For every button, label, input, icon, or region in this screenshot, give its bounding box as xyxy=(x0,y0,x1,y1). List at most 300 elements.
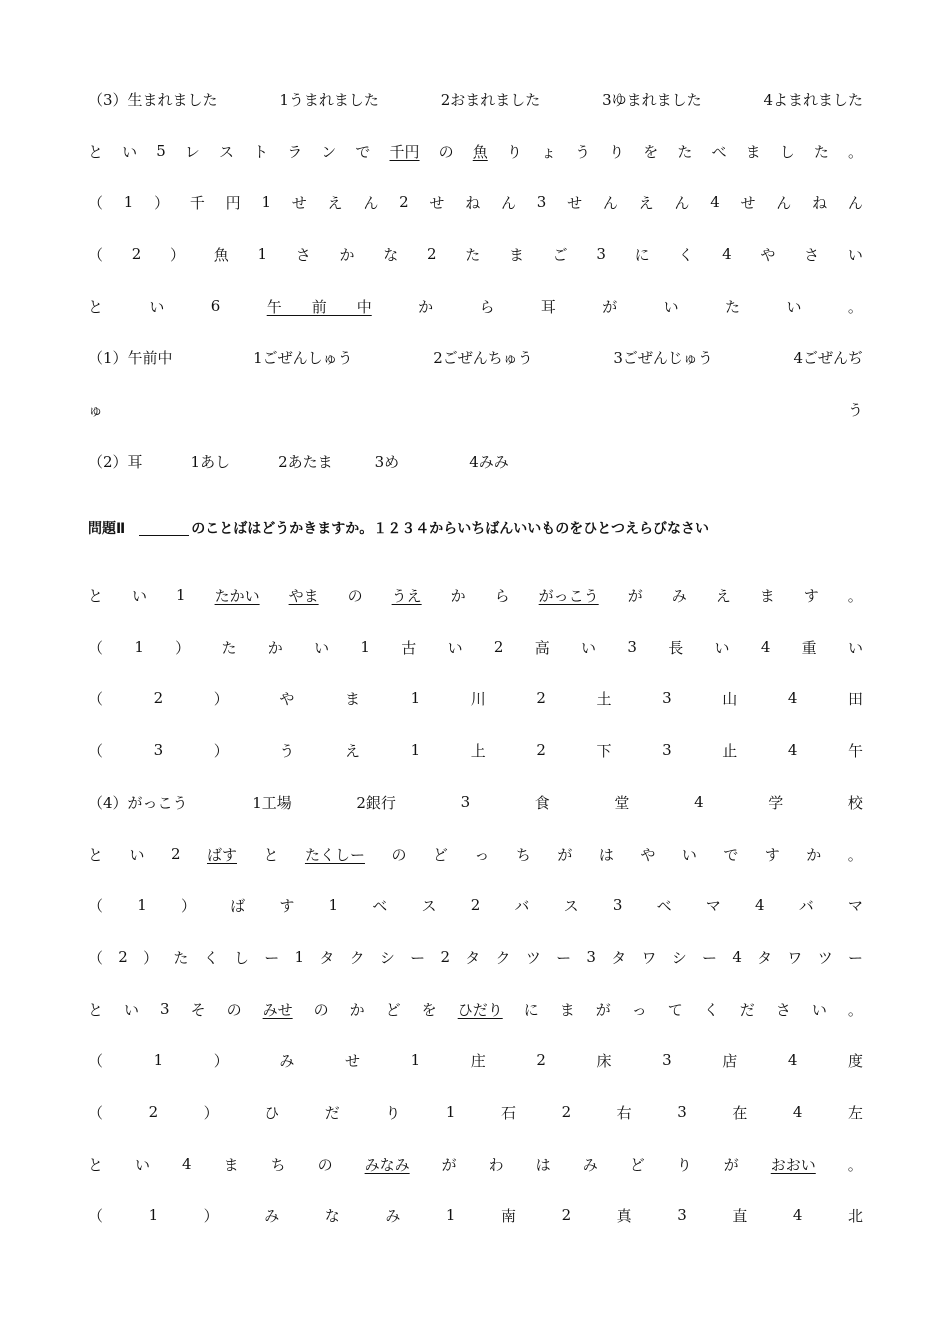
text-token: ま xyxy=(559,1000,575,1019)
text-line xyxy=(88,242,863,266)
text-token: 2 xyxy=(440,948,450,966)
underlined-word: うえ xyxy=(391,586,422,605)
text-line xyxy=(88,345,863,369)
underlined-word: みせ xyxy=(262,1000,293,1019)
text-token: で xyxy=(355,142,371,161)
text-token: ラ xyxy=(287,142,303,161)
text-token: 1 xyxy=(328,896,339,914)
text-token: 4みみ xyxy=(469,452,509,471)
text-token: バ xyxy=(514,896,530,915)
text-token: ） xyxy=(175,638,191,657)
text-token: か xyxy=(349,1000,365,1019)
text-token: 1 xyxy=(137,896,147,914)
text-line xyxy=(88,190,863,214)
text-token: う xyxy=(279,741,295,760)
text-token: 3 xyxy=(662,1051,672,1069)
text-token: 高 xyxy=(534,638,550,657)
text-token: の xyxy=(313,1000,329,1019)
text-token: 。 xyxy=(847,1155,863,1174)
text-token: が xyxy=(723,1155,739,1174)
text-token: 田 xyxy=(847,689,863,708)
text-token: 2 xyxy=(118,948,128,966)
text-token: ら xyxy=(479,297,495,316)
text-token: 2あたま xyxy=(278,452,333,471)
text-token: 1ごぜんしゅう xyxy=(253,348,353,367)
text-token: （ xyxy=(88,741,104,760)
text-token: 1 xyxy=(148,1206,159,1224)
text-token: ー xyxy=(702,948,718,967)
text-token: べ xyxy=(711,142,727,161)
text-token: が xyxy=(557,845,573,864)
text-line xyxy=(88,893,863,917)
text-token: 1 xyxy=(445,1103,456,1121)
text-token: わ xyxy=(488,1155,504,1174)
text-token: 3 xyxy=(596,245,606,263)
text-token: た xyxy=(173,948,189,967)
text-token: い xyxy=(811,1000,827,1019)
text-token: ん xyxy=(776,193,792,212)
text-token: 2 xyxy=(470,896,481,914)
text-token: か xyxy=(339,245,355,264)
text-token: マ xyxy=(705,896,721,915)
text-token: 4ごぜんぢ xyxy=(793,348,863,367)
text-token: （ xyxy=(88,1103,104,1122)
text-token: の xyxy=(226,1000,242,1019)
text-line xyxy=(88,635,863,659)
text-token: 5 xyxy=(156,142,166,160)
text-token: （4）がっこう xyxy=(88,793,188,812)
text-token: 1うまれました xyxy=(279,90,379,109)
text-token: 1 xyxy=(176,586,186,604)
text-token: り xyxy=(385,1103,401,1122)
text-token: い xyxy=(135,1155,151,1174)
text-token: ね xyxy=(812,193,828,212)
text-token: ん xyxy=(847,193,863,212)
text-token: と xyxy=(88,845,104,864)
text-token: ひ xyxy=(264,1103,280,1122)
text-token: ） xyxy=(203,1206,219,1225)
text-token: 。 xyxy=(847,1000,863,1019)
text-token: 3ごぜんじゅう xyxy=(613,348,713,367)
text-token: 3 xyxy=(662,741,672,759)
text-token: 4 xyxy=(754,896,765,914)
text-token: い xyxy=(847,638,863,657)
text-token: 耳 xyxy=(540,297,556,316)
text-token: 2 xyxy=(153,689,164,707)
text-token: ク xyxy=(495,948,511,967)
text-token: 食 xyxy=(534,793,550,812)
text-token: い xyxy=(786,297,802,316)
text-token: （2）耳 xyxy=(88,452,143,471)
text-token: く xyxy=(203,948,219,967)
text-token: 学 xyxy=(768,793,784,812)
text-token: 止 xyxy=(722,741,738,760)
text-token: う xyxy=(575,142,591,161)
text-line xyxy=(88,397,863,421)
text-token: ま xyxy=(223,1155,239,1174)
text-token: タ xyxy=(611,948,627,967)
text-token: 4 xyxy=(732,948,742,966)
text-token: ス xyxy=(218,142,234,161)
text-token: ン xyxy=(321,142,337,161)
text-token: ー xyxy=(410,948,426,967)
text-token: ん xyxy=(500,193,516,212)
text-token: な xyxy=(324,1206,340,1225)
text-token: （ xyxy=(88,948,104,967)
text-token: さ xyxy=(295,245,311,264)
text-token: 1 xyxy=(153,1051,164,1069)
text-token: （ xyxy=(88,245,104,264)
text-token: 3 xyxy=(677,1206,687,1224)
text-token: ょ xyxy=(540,142,556,161)
text-line xyxy=(88,583,863,607)
text-token: を xyxy=(421,1000,437,1019)
text-token: 度 xyxy=(847,1051,863,1070)
text-token: 1 xyxy=(445,1206,456,1224)
text-token: み xyxy=(264,1206,280,1225)
text-token: か xyxy=(806,845,822,864)
text-token: 3 xyxy=(677,1103,687,1121)
text-token: く xyxy=(678,245,694,264)
text-token: 4 xyxy=(694,793,704,811)
text-token: 堂 xyxy=(614,793,630,812)
text-token: 2おまれました xyxy=(440,90,541,109)
text-token: え xyxy=(715,586,731,605)
text-token: 2 xyxy=(399,193,409,211)
text-token: い xyxy=(447,638,463,657)
text-token: ） xyxy=(154,193,170,212)
text-token: せ xyxy=(291,193,307,212)
text-token: 2銀行 xyxy=(356,793,396,812)
text-token: み xyxy=(279,1051,295,1070)
text-token: 千 xyxy=(189,193,205,212)
text-token: 3 xyxy=(153,741,164,759)
text-token: ん xyxy=(602,193,618,212)
text-token: ベ xyxy=(656,896,672,915)
text-token: を xyxy=(643,142,659,161)
text-token: 円 xyxy=(225,193,241,212)
text-token: ち xyxy=(515,845,531,864)
text-line xyxy=(88,1100,863,1124)
text-token: い xyxy=(132,586,148,605)
text-token: ） xyxy=(213,741,229,760)
text-token: ク xyxy=(349,948,365,967)
text-token: と xyxy=(88,142,104,161)
text-token: 店 xyxy=(722,1051,738,1070)
text-token: 1あし xyxy=(190,452,231,471)
text-token: 山 xyxy=(722,689,738,708)
text-token: っ xyxy=(631,1000,647,1019)
text-token: か xyxy=(418,297,434,316)
text-token: く xyxy=(703,1000,719,1019)
text-token: 1 xyxy=(294,948,305,966)
underlined-word: がっこう xyxy=(538,586,599,605)
text-line xyxy=(88,842,863,866)
text-token: 右 xyxy=(616,1103,632,1122)
text-token: 床 xyxy=(596,1051,612,1070)
text-token: ス xyxy=(421,896,437,915)
text-token: た xyxy=(465,245,481,264)
text-token: ト xyxy=(253,142,269,161)
text-token: 左 xyxy=(847,1103,863,1122)
text-token: ） xyxy=(143,948,159,967)
text-token: タ xyxy=(465,948,481,967)
text-token: ち xyxy=(270,1155,286,1174)
text-token: ツ xyxy=(817,948,833,967)
text-token: ま xyxy=(508,245,524,264)
text-token: 午 xyxy=(847,741,863,760)
text-token: 2 xyxy=(493,638,504,656)
text-token: ツ xyxy=(525,948,541,967)
text-token: 在 xyxy=(732,1103,748,1122)
text-token: ご xyxy=(552,245,568,264)
text-token: 校 xyxy=(847,793,863,812)
text-token: が xyxy=(595,1000,611,1019)
text-token: ば xyxy=(230,896,246,915)
text-token: ワ xyxy=(641,948,657,967)
text-token: か xyxy=(267,638,283,657)
underlined-word: ひだり xyxy=(457,1000,503,1019)
text-token: （ xyxy=(88,1206,104,1225)
text-token: （ xyxy=(88,193,104,212)
text-token: ん xyxy=(363,193,379,212)
text-token: ベ xyxy=(372,896,388,915)
text-token: た xyxy=(221,638,237,657)
text-token: え xyxy=(638,193,654,212)
text-token: な xyxy=(383,245,399,264)
text-token: が xyxy=(602,297,618,316)
heading-text: のことばはどうかきますか。１２３４からいちばんいいものをひとつえらびなさい xyxy=(191,521,709,537)
text-token: み xyxy=(671,586,687,605)
text-token: や xyxy=(640,845,656,864)
text-token: の xyxy=(438,142,454,161)
text-token: た xyxy=(725,297,741,316)
text-token: ら xyxy=(494,586,510,605)
text-token: 2 xyxy=(426,245,437,263)
text-token: 。 xyxy=(847,845,863,864)
text-line xyxy=(88,997,863,1021)
text-token: 北 xyxy=(847,1206,863,1225)
text-token: と xyxy=(88,1155,104,1174)
text-token: り xyxy=(676,1155,692,1174)
text-token: 3め xyxy=(374,452,400,471)
text-token: 1 xyxy=(257,245,268,263)
text-token: と xyxy=(88,586,104,605)
text-token: い xyxy=(714,638,730,657)
text-token: バ xyxy=(798,896,814,915)
text-token: い xyxy=(129,845,145,864)
text-token: え xyxy=(327,193,343,212)
text-token: ゅ xyxy=(88,400,104,419)
text-token: 下 xyxy=(596,741,612,760)
text-token: マ xyxy=(847,896,863,915)
text-token: ど xyxy=(432,845,448,864)
text-token: 魚 xyxy=(213,245,229,264)
text-token: と xyxy=(88,1000,104,1019)
text-line xyxy=(88,686,863,710)
text-token: ー xyxy=(556,948,572,967)
text-token: 3 xyxy=(460,793,471,811)
text-line xyxy=(88,1152,863,1176)
text-token: て xyxy=(667,1000,683,1019)
text-token: 1 xyxy=(123,193,134,211)
text-token: み xyxy=(582,1155,598,1174)
text-token: と xyxy=(263,845,279,864)
text-token: （1）午前中 xyxy=(88,348,173,367)
text-token: 4 xyxy=(787,741,798,759)
text-token: 上 xyxy=(470,741,486,760)
text-token: タ xyxy=(319,948,335,967)
text-token: ま xyxy=(745,142,761,161)
text-token: や xyxy=(279,689,295,708)
text-token: 3 xyxy=(536,193,547,211)
underlined-word: おおい xyxy=(770,1155,816,1174)
text-token: 2 xyxy=(536,741,546,759)
text-token: た xyxy=(813,142,829,161)
text-token: 1 xyxy=(360,638,370,656)
text-token: 1工場 xyxy=(252,793,292,812)
text-token: に xyxy=(523,1000,539,1019)
text-token: い xyxy=(149,297,165,316)
text-token: シ xyxy=(671,948,687,967)
text-token: す xyxy=(803,586,819,605)
text-token: た xyxy=(677,142,693,161)
text-line xyxy=(88,1203,863,1227)
text-token: さ xyxy=(775,1000,791,1019)
underlined-word: 千円 xyxy=(389,142,420,161)
text-token: 2 xyxy=(148,1103,159,1121)
text-token: せ xyxy=(344,1051,360,1070)
text-token: い xyxy=(581,638,597,657)
text-token: 重 xyxy=(801,638,817,657)
text-token: 4 xyxy=(792,1206,803,1224)
text-token: せ xyxy=(429,193,445,212)
text-token: 庄 xyxy=(470,1051,486,1070)
text-token: ま xyxy=(344,689,360,708)
text-token: ） xyxy=(203,1103,219,1122)
text-token: 2 xyxy=(561,1103,572,1121)
text-token: 3 xyxy=(627,638,637,656)
text-token: い xyxy=(847,245,863,264)
text-token: 古 xyxy=(401,638,417,657)
text-token: だ xyxy=(739,1000,755,1019)
heading-blank xyxy=(139,521,189,536)
text-token: か xyxy=(450,586,466,605)
text-token: ね xyxy=(465,193,481,212)
text-line xyxy=(88,139,863,163)
text-token: 川 xyxy=(470,689,486,708)
text-line xyxy=(88,790,863,814)
text-token: せ xyxy=(567,193,583,212)
text-token: だ xyxy=(324,1103,340,1122)
text-token: が xyxy=(441,1155,457,1174)
text-token: レ xyxy=(184,142,200,161)
text-token: で xyxy=(723,845,739,864)
text-token: に xyxy=(634,245,650,264)
text-token: ） xyxy=(170,245,186,264)
text-token: 。 xyxy=(847,586,863,605)
text-token: 6 xyxy=(210,297,221,315)
text-token: 1 xyxy=(410,741,421,759)
text-token: 2 xyxy=(170,845,181,863)
text-token: 3ゆまれました xyxy=(602,90,702,109)
text-token: ど xyxy=(629,1155,645,1174)
text-token: い xyxy=(681,845,697,864)
text-token: 。 xyxy=(847,142,863,161)
text-token: 南 xyxy=(501,1206,517,1225)
text-token: 2 xyxy=(561,1206,572,1224)
text-token: の xyxy=(317,1155,333,1174)
text-token: が xyxy=(627,586,643,605)
text-token: さ xyxy=(804,245,820,264)
text-token: は xyxy=(598,845,614,864)
text-token: 4 xyxy=(722,245,732,263)
text-token: ん xyxy=(674,193,690,212)
text-token: 1 xyxy=(261,193,271,211)
text-token: 2ごぜんちゅう xyxy=(433,348,533,367)
text-token: り xyxy=(609,142,625,161)
text-token: （ xyxy=(88,1051,104,1070)
underlined-word: たかい xyxy=(214,586,260,605)
text-token: い xyxy=(122,142,138,161)
text-token: は xyxy=(535,1155,551,1174)
text-token: 3 xyxy=(662,689,672,707)
text-token: と xyxy=(88,297,104,316)
text-token: （ xyxy=(88,689,104,708)
text-token: 長 xyxy=(668,638,684,657)
text-token: 4 xyxy=(760,638,771,656)
text-token: 4 xyxy=(182,1155,192,1173)
text-line xyxy=(88,294,863,318)
text-token: ） xyxy=(180,896,196,915)
text-token: 4 xyxy=(792,1103,803,1121)
text-token: （3）生まれました xyxy=(88,90,218,109)
underlined-word: やま xyxy=(288,586,319,605)
text-token: 3 xyxy=(612,896,623,914)
text-token: 土 xyxy=(596,689,612,708)
text-token: シ xyxy=(379,948,395,967)
text-token: う xyxy=(847,400,863,419)
text-token: ） xyxy=(213,1051,229,1070)
text-token: ー xyxy=(847,948,863,967)
text-token: 1 xyxy=(410,689,421,707)
text-token: 2 xyxy=(536,689,546,707)
text-token: し xyxy=(233,948,249,967)
text-token: い xyxy=(124,1000,140,1019)
text-token: っ xyxy=(474,845,490,864)
underlined-word: みなみ xyxy=(364,1155,410,1174)
text-token: 3 xyxy=(586,948,596,966)
text-line xyxy=(88,87,863,111)
text-token: そ xyxy=(190,1000,206,1019)
underlined-word: たくしー xyxy=(304,845,365,864)
text-token: ど xyxy=(385,1000,401,1019)
text-token: り xyxy=(506,142,522,161)
text-token: 4 xyxy=(787,1051,798,1069)
text-token: 石 xyxy=(501,1103,517,1122)
text-token: す xyxy=(764,845,780,864)
text-token: せ xyxy=(740,193,756,212)
text-token: ス xyxy=(563,896,579,915)
text-token: （ xyxy=(88,638,104,657)
underlined-word: ばす xyxy=(206,845,237,864)
text-token: 1 xyxy=(134,638,144,656)
text-token: や xyxy=(760,245,776,264)
text-token: 4 xyxy=(787,689,798,707)
heading-label: 問題Ⅱ xyxy=(88,521,126,537)
text-token: ー xyxy=(264,948,280,967)
text-token: タ xyxy=(757,948,773,967)
